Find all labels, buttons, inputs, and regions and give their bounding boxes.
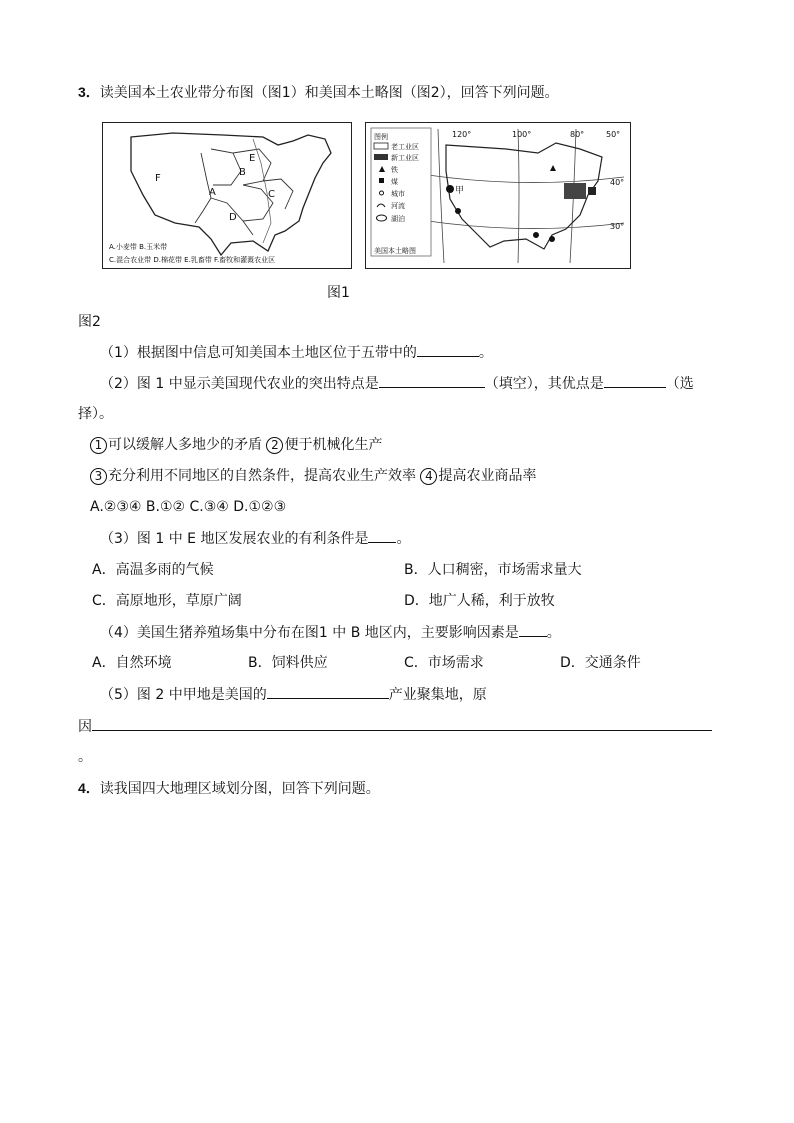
question-number: 4． [78, 780, 100, 796]
lon-100: 100° [512, 130, 532, 139]
lat-40: 40° [610, 178, 625, 187]
option-row-1: 1 可以缓解人多地少的矛盾 2 便于机械化生产 [90, 435, 382, 455]
lat-30: 30° [610, 222, 625, 231]
legend-river: 河流 [391, 202, 405, 210]
answer-blank-4[interactable] [519, 622, 547, 637]
agriculture-belt-map [102, 122, 352, 269]
question-text: 读我国四大地理区域划分图，回答下列问题。 [99, 781, 380, 797]
sub-question-4: （4）美国生猪养殖场集中分布在图1 中 B 地区内，主要影响因素是 。 [100, 622, 561, 643]
legend-coal: 煤 [391, 178, 398, 186]
question-3-intro [78, 82, 559, 103]
legend-new-industry: 新工业区 [391, 154, 419, 162]
choice-3b: B．人口稠密，市场需求量大 [404, 562, 582, 578]
choice-3c: C．高原地形，草原广阔 [92, 593, 242, 609]
question-text: 读美国本土农业带分布图（图1）和美国本土略图（图2），回答下列问题。 [99, 85, 559, 101]
coal-icon [379, 178, 384, 183]
sub-question-1: （1）根据图中信息可知美国本土地区位于五带中的 。 [100, 342, 493, 363]
option-row-2: 3 充分利用不同地区的自然条件，提高农业生产效率 4 提高农业商品率 [90, 466, 536, 486]
sub-question-5: （5）图 2 中甲地是美国的 产业聚集地，原 [100, 684, 487, 705]
legend-old-industry: 老工业区 [391, 143, 419, 151]
lon-50: 50° [606, 130, 621, 139]
sub-question-2-cont: 择）。 [78, 406, 113, 422]
circle-number-1: 1 [90, 437, 107, 454]
figure-1-caption: 图1 [327, 285, 350, 301]
choices-sub-2: A.②③④ B.①② C.③④ D.①②③ [90, 499, 287, 515]
circle-number-4: 4 [420, 468, 437, 485]
map1-legend-line1: A.小麦带 B.玉米带 [109, 243, 168, 251]
choice-4d: D．交通条件 [560, 655, 641, 671]
circle-number-3: 3 [90, 468, 107, 485]
legend-lake: 湖泊 [391, 215, 405, 223]
answer-blank-2a[interactable] [379, 373, 485, 388]
choice-4c: C．市场需求 [404, 655, 484, 671]
region-label-F: F [155, 173, 161, 184]
location-jia: 甲 [455, 186, 465, 196]
legend-iron: 铁 [391, 166, 398, 174]
region-label-A: A [209, 187, 216, 198]
sub-question-5-end: 。 [78, 749, 92, 765]
figure-2-caption: 图2 [78, 314, 101, 330]
legend-city: 城市 [391, 190, 405, 198]
answer-blank-2b[interactable] [604, 373, 666, 388]
choice-4a: A．自然环境 [92, 655, 172, 671]
answer-blank-3[interactable] [368, 528, 396, 543]
map2-title: 美国本土略图 [374, 247, 416, 255]
circle-number-2: 2 [266, 437, 283, 454]
region-label-E: E [249, 153, 256, 164]
region-label-D: D [229, 212, 237, 223]
us-outline-map-svg [366, 123, 630, 268]
us-agriculture-map-svg [103, 123, 351, 268]
question-4-intro [78, 778, 380, 799]
answer-blank-5b[interactable] [92, 716, 712, 731]
answer-blank-5a[interactable] [267, 684, 389, 699]
sub-question-3: （3）图 1 中 E 地区发展农业的有利条件是 。 [100, 528, 410, 549]
lon-80: 80° [570, 130, 585, 139]
choice-3a: A．高温多雨的气候 [92, 562, 214, 578]
choice-4b: B．饲料供应 [248, 655, 328, 671]
answer-blank-1[interactable] [417, 342, 479, 357]
sub-question-2: （2）图 1 中显示美国现代农业的突出特点是 （填空），其优点是 （选 [100, 373, 694, 394]
lon-120: 120° [452, 130, 472, 139]
us-outline-map [365, 122, 631, 269]
map2-legend-title: 图例 [374, 133, 388, 141]
question-number: 3． [78, 84, 100, 100]
choice-3d: D．地广人稀，利于放牧 [404, 593, 555, 609]
region-label-B: B [239, 167, 246, 178]
region-label-C: C [268, 189, 275, 200]
map1-legend-line2: C.混合农业带 D.棉花带 E.乳畜带 F.畜牧和灌溉农业区 [109, 256, 276, 264]
sub-question-5-reason: 因 [78, 716, 712, 737]
